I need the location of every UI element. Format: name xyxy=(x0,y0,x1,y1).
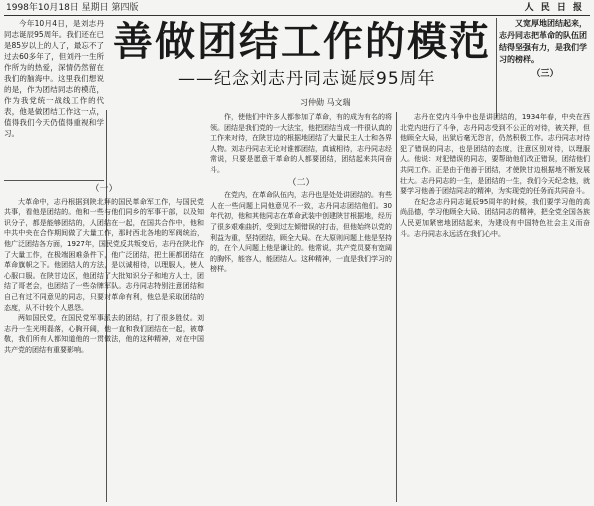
date-line: 1998年10月18日 星期日 第四版 xyxy=(6,3,139,13)
article-byline: 习仲勋 马文瑞 xyxy=(300,98,351,107)
paragraph: 在纪念志丹同志诞辰95周年的时候，我们要学习他的高尚品德，学习他顾全大局、团结同志的精神，把全党全国各族人民更加紧密地团结起来，为建设有中国特色社会主义而奋斗。志丹同志永远活在我们心中。 xyxy=(400,197,590,238)
article-column-2 xyxy=(210,112,392,502)
article-column-1 xyxy=(4,182,204,502)
paragraph: 大革命中，志丹根据到陕北拜的国民革命军工作，与国民党共事，看他是团结的。他和一些与他们同乡的军事干部，以及知识分子，都是能够团结的，人团结在一起，在国共合作中，他和中共中央在合作期间做了大量工作，那时西北各地的军阀统治，他广泛团结各方面，1927年，国民党反共叛变后，志丹在陕北作了大量工作，在极端困难条件下，他广泛团结，把土匪都团结在革命旗帜之下。他团结人的方法，是以诚相待，以理服人，使人心服口服。在陕甘边区，他团结了大批知识分子和地方人士，团结了哥老会，也团结了一些杂牌军队。志丹同志特别注意团结和自己有过不同意见的同志，只要对革命有利，他总是采取团结的态度，从不计较个人恩怨。 xyxy=(4,197,204,312)
article-subtitle: ——纪念刘志丹同志诞辰95周年 xyxy=(178,69,436,89)
column-divider xyxy=(396,112,397,502)
newspaper-masthead xyxy=(4,2,590,16)
right-lead-text: 又宽厚地团结起来，志丹同志把革命的队伍团结得坚强有力，是我们学习的榜样。 xyxy=(499,19,587,64)
right-lead-column xyxy=(499,18,591,82)
paragraph: 志丹在党内斗争中也是讲团结的，1934年春，中央在西北党内进行了斗争，志丹同志受到不公正的对待，被关押，但他顾全大局，出狱后毫无怨言，仍然积极工作。志丹同志对待犯了错误的同志，也是团结的态度，注意区别对待，以理服人。他说：对犯错误的同志，要帮助他们改正错误，团结他们共同工作。正是由于他善于团结，才使陕甘边根据地不断发展壮大。志丹同志的一生，是团结的一生，我们今天纪念他，就要学习他善于团结同志的精神，为实现党的任务而共同奋斗。 xyxy=(400,113,590,196)
paper-name: 人 民 日 报 xyxy=(524,3,584,13)
section-number-3: （三） xyxy=(531,69,559,79)
paragraph: 两如国民党，在国民党军事派去的团结，打了很多胜仗。刘志丹一生光明磊落，心胸开阔，他一直和我们团结在一起，被尊敬，我们所有人都知道他的一贯做法，他的这种精神，对在中国共产党的团结有重要影响。 xyxy=(4,314,204,354)
section-number-1: （一） xyxy=(90,184,118,194)
article-headline: 善做团结工作的模范 xyxy=(113,18,491,65)
section-number-2: （二） xyxy=(287,177,315,188)
lead-paragraph xyxy=(4,18,104,178)
paragraph: 作，使他们中许多人都参加了革命，有的成为有名的将领。团结是我们党的一大法宝，他把团结当成一件很认真的工作来对待，在陕甘边的根据地团结了大量民主人士和各界人物。刘志丹同志无论对谁都团结，真诚相待，志丹同志经常说，只要是愿意干革命的人都要团结，团结起来共同奋斗。 xyxy=(210,113,392,174)
divider xyxy=(4,180,104,181)
article-column-3 xyxy=(400,112,590,502)
paragraph: 在党内，在革命队伍内，志丹也是处处讲团结的。有些人在一些问题上同他意见不一致，志丹同志团结他们。30年代初，他和其他同志在革命武装中创建陕甘根据地，经历了很多艰难曲折，受到过左倾错误的打击，但他始终以党的利益为重，坚持团结，顾全大局。在大原则问题上他是坚持的，在个人问题上他是谦让的。他常说，共产党员要有宽阔的胸怀，能容人，能团结人。这种精神，一直是我们学习的榜样。 xyxy=(210,191,392,274)
column-divider xyxy=(496,18,497,118)
lead-text: 今年10月4日，是刘志丹同志诞辰95周年。我们还在已是85岁以上的人了，最忘不了过去60多年了，但刘丹一生所作所为的热爱，深情仍然留在我们的脑海中。这里我们想说的是，作为团结同志的模范，作为我党统一战线工作的代表，他是做团结工作这一点，值得我们今天仍值得重视和学习。 xyxy=(4,19,104,138)
